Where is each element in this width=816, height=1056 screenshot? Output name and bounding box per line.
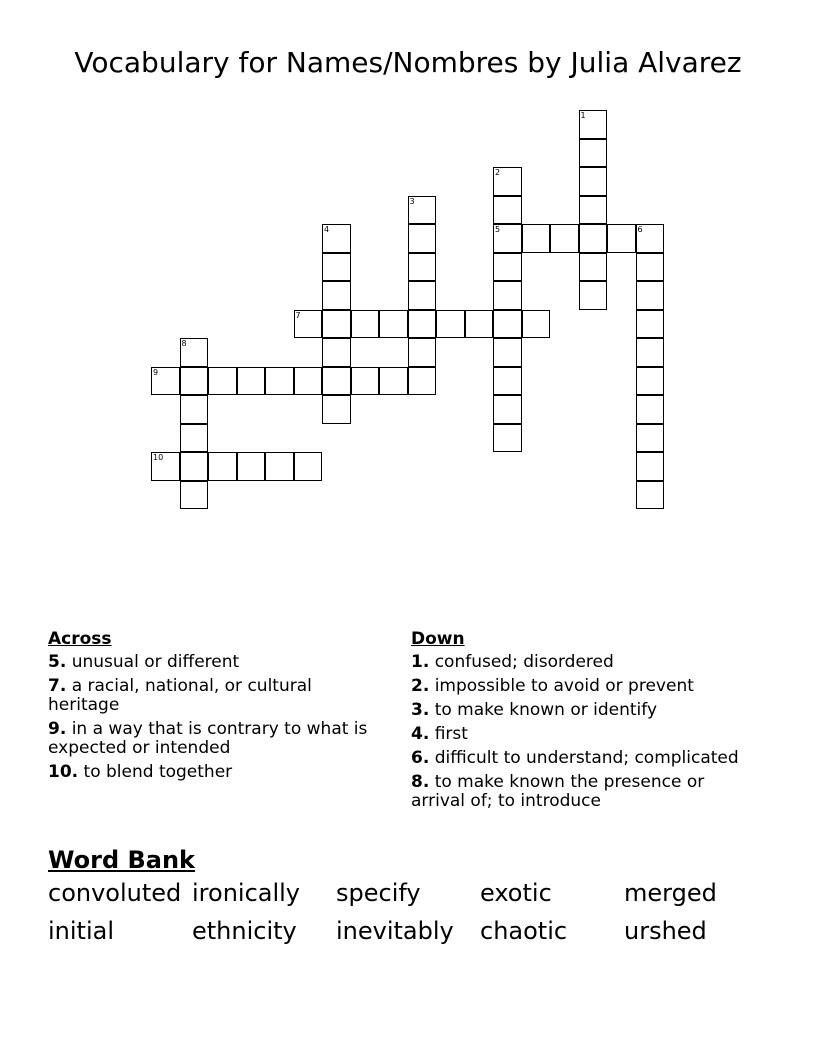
page-title: Vocabulary for Names/Nombres by Julia Alvarez [74, 46, 742, 79]
grid-cell[interactable] [636, 481, 665, 510]
grid-cell[interactable] [408, 224, 437, 253]
grid-cell[interactable] [379, 367, 408, 396]
grid-cell[interactable] [636, 224, 665, 253]
grid-cell[interactable] [579, 139, 608, 168]
grid-cell[interactable] [493, 424, 522, 453]
word-bank [48, 846, 788, 946]
grid-cell[interactable] [322, 310, 351, 339]
cell-number: 1 [580, 111, 586, 120]
cell-number: 5 [495, 225, 501, 234]
grid-cell[interactable] [493, 310, 522, 339]
grid-cell[interactable] [294, 367, 323, 396]
grid-cell[interactable] [151, 452, 180, 481]
grid-cell[interactable] [322, 253, 351, 282]
clue-number: 7. [48, 676, 67, 696]
clue-number: 5. [48, 652, 67, 672]
cell-number: 2 [495, 168, 501, 177]
grid-cell[interactable] [265, 367, 294, 396]
cell-number: 9 [153, 367, 159, 377]
grid-cell[interactable] [322, 338, 351, 367]
across-clues [48, 630, 388, 787]
grid-cell[interactable] [436, 310, 465, 339]
grid-cell[interactable] [493, 395, 522, 424]
grid-cell[interactable] [408, 253, 437, 282]
clue-number: 3. [411, 700, 430, 720]
clue-text: impossible to avoid or prevent [434, 676, 694, 696]
clue-text: to make known the presence or arrival of; to introduce [411, 772, 705, 811]
clue-across-5 [48, 653, 388, 672]
clue-down-6 [411, 749, 751, 768]
grid-cell[interactable] [636, 253, 665, 282]
grid-cell[interactable] [579, 110, 608, 139]
grid-cell[interactable] [351, 367, 380, 396]
down-clues [411, 630, 751, 816]
grid-cell[interactable] [493, 167, 522, 196]
grid-cell[interactable] [322, 224, 351, 253]
grid-cell[interactable] [408, 196, 437, 225]
clue-down-4 [411, 725, 751, 744]
clue-across-10 [48, 763, 388, 782]
clue-down-1 [411, 653, 751, 672]
word-bank-item: inevitably [336, 917, 454, 945]
clue-text: unusual or different [71, 652, 240, 672]
grid-cell[interactable] [208, 452, 237, 481]
grid-cell[interactable] [636, 281, 665, 310]
clue-text: difficult to understand; complicated [434, 748, 739, 768]
clue-number: 9. [48, 719, 67, 739]
grid-cell[interactable] [180, 367, 209, 396]
word-bank-item: ironically [192, 879, 301, 907]
clue-text: in a way that is contrary to what is expected or intended [48, 719, 368, 758]
grid-cell[interactable] [379, 310, 408, 339]
word-bank-list [48, 878, 788, 946]
grid-cell[interactable] [180, 395, 209, 424]
grid-cell[interactable] [180, 424, 209, 453]
word-bank-item: merged [624, 879, 717, 907]
grid-cell[interactable] [636, 424, 665, 453]
clue-number: 10. [48, 762, 79, 782]
grid-cell[interactable] [636, 338, 665, 367]
clue-down-2 [411, 677, 751, 696]
grid-cell[interactable] [294, 310, 323, 339]
down-heading: Down [411, 629, 465, 649]
clue-across-7 [48, 677, 388, 715]
grid-cell[interactable] [408, 281, 437, 310]
cell-number: 4 [324, 225, 330, 234]
grid-cell[interactable] [636, 452, 665, 481]
grid-cell[interactable] [607, 224, 636, 253]
grid-cell[interactable] [237, 452, 266, 481]
grid-cell[interactable] [322, 395, 351, 424]
grid-cell[interactable] [579, 281, 608, 310]
word-bank-item: ethnicity [192, 917, 297, 945]
grid-cell[interactable] [636, 367, 665, 396]
word-bank-item: exotic [480, 879, 552, 907]
clue-number: 8. [411, 772, 430, 792]
cell-number: 6 [637, 225, 643, 234]
word-bank-item: urshed [624, 917, 707, 945]
clue-down-8 [411, 773, 751, 811]
clue-text: confused; disordered [434, 652, 614, 672]
grid-cell[interactable] [522, 310, 551, 339]
grid-cell[interactable] [493, 338, 522, 367]
grid-cell[interactable] [493, 196, 522, 225]
word-bank-heading: Word Bank [48, 846, 196, 874]
word-bank-item: specify [336, 879, 421, 907]
word-bank-item: chaotic [480, 917, 568, 945]
grid-cell[interactable] [550, 224, 579, 253]
grid-cell[interactable] [579, 167, 608, 196]
clue-number: 2. [411, 676, 430, 696]
grid-cell[interactable] [408, 310, 437, 339]
grid-cell[interactable] [294, 452, 323, 481]
grid-cell[interactable] [180, 338, 209, 367]
grid-cell[interactable] [351, 310, 380, 339]
cell-number: 3 [409, 196, 415, 206]
grid-cell[interactable] [180, 452, 209, 481]
clue-number: 4. [411, 724, 430, 744]
grid-cell[interactable] [322, 281, 351, 310]
grid-cell[interactable] [237, 367, 266, 396]
grid-cell[interactable] [408, 338, 437, 367]
grid-cell[interactable] [579, 224, 608, 253]
clue-text: a racial, national, or cultural heritage [48, 676, 312, 715]
across-heading: Across [48, 629, 112, 649]
grid-cell[interactable] [636, 310, 665, 339]
grid-cell[interactable] [408, 367, 437, 396]
clue-across-9 [48, 720, 388, 758]
grid-cell[interactable] [180, 481, 209, 510]
grid-cell[interactable] [208, 367, 237, 396]
grid-cell[interactable] [493, 224, 522, 253]
cell-number: 10 [153, 453, 164, 462]
cell-number: 8 [181, 339, 187, 348]
grid-cell[interactable] [579, 196, 608, 225]
clue-down-3 [411, 701, 751, 720]
grid-cell[interactable] [493, 281, 522, 310]
grid-cell[interactable] [322, 367, 351, 396]
word-bank-item: convoluted [48, 879, 182, 907]
clue-text: to make known or identify [434, 700, 658, 720]
grid-cell[interactable] [579, 253, 608, 282]
grid-cell[interactable] [522, 224, 551, 253]
grid-cell[interactable] [493, 253, 522, 282]
grid-cell[interactable] [636, 395, 665, 424]
grid-cell[interactable] [465, 310, 494, 339]
cell-number: 7 [295, 310, 301, 320]
clue-text: first [434, 724, 468, 744]
grid-cell[interactable] [151, 367, 180, 396]
grid-cell[interactable] [493, 367, 522, 396]
grid-cell[interactable] [265, 452, 294, 481]
clue-number: 1. [411, 652, 430, 672]
word-bank-item: initial [48, 917, 114, 945]
clue-number: 6. [411, 748, 430, 768]
clue-text: to blend together [83, 762, 233, 782]
